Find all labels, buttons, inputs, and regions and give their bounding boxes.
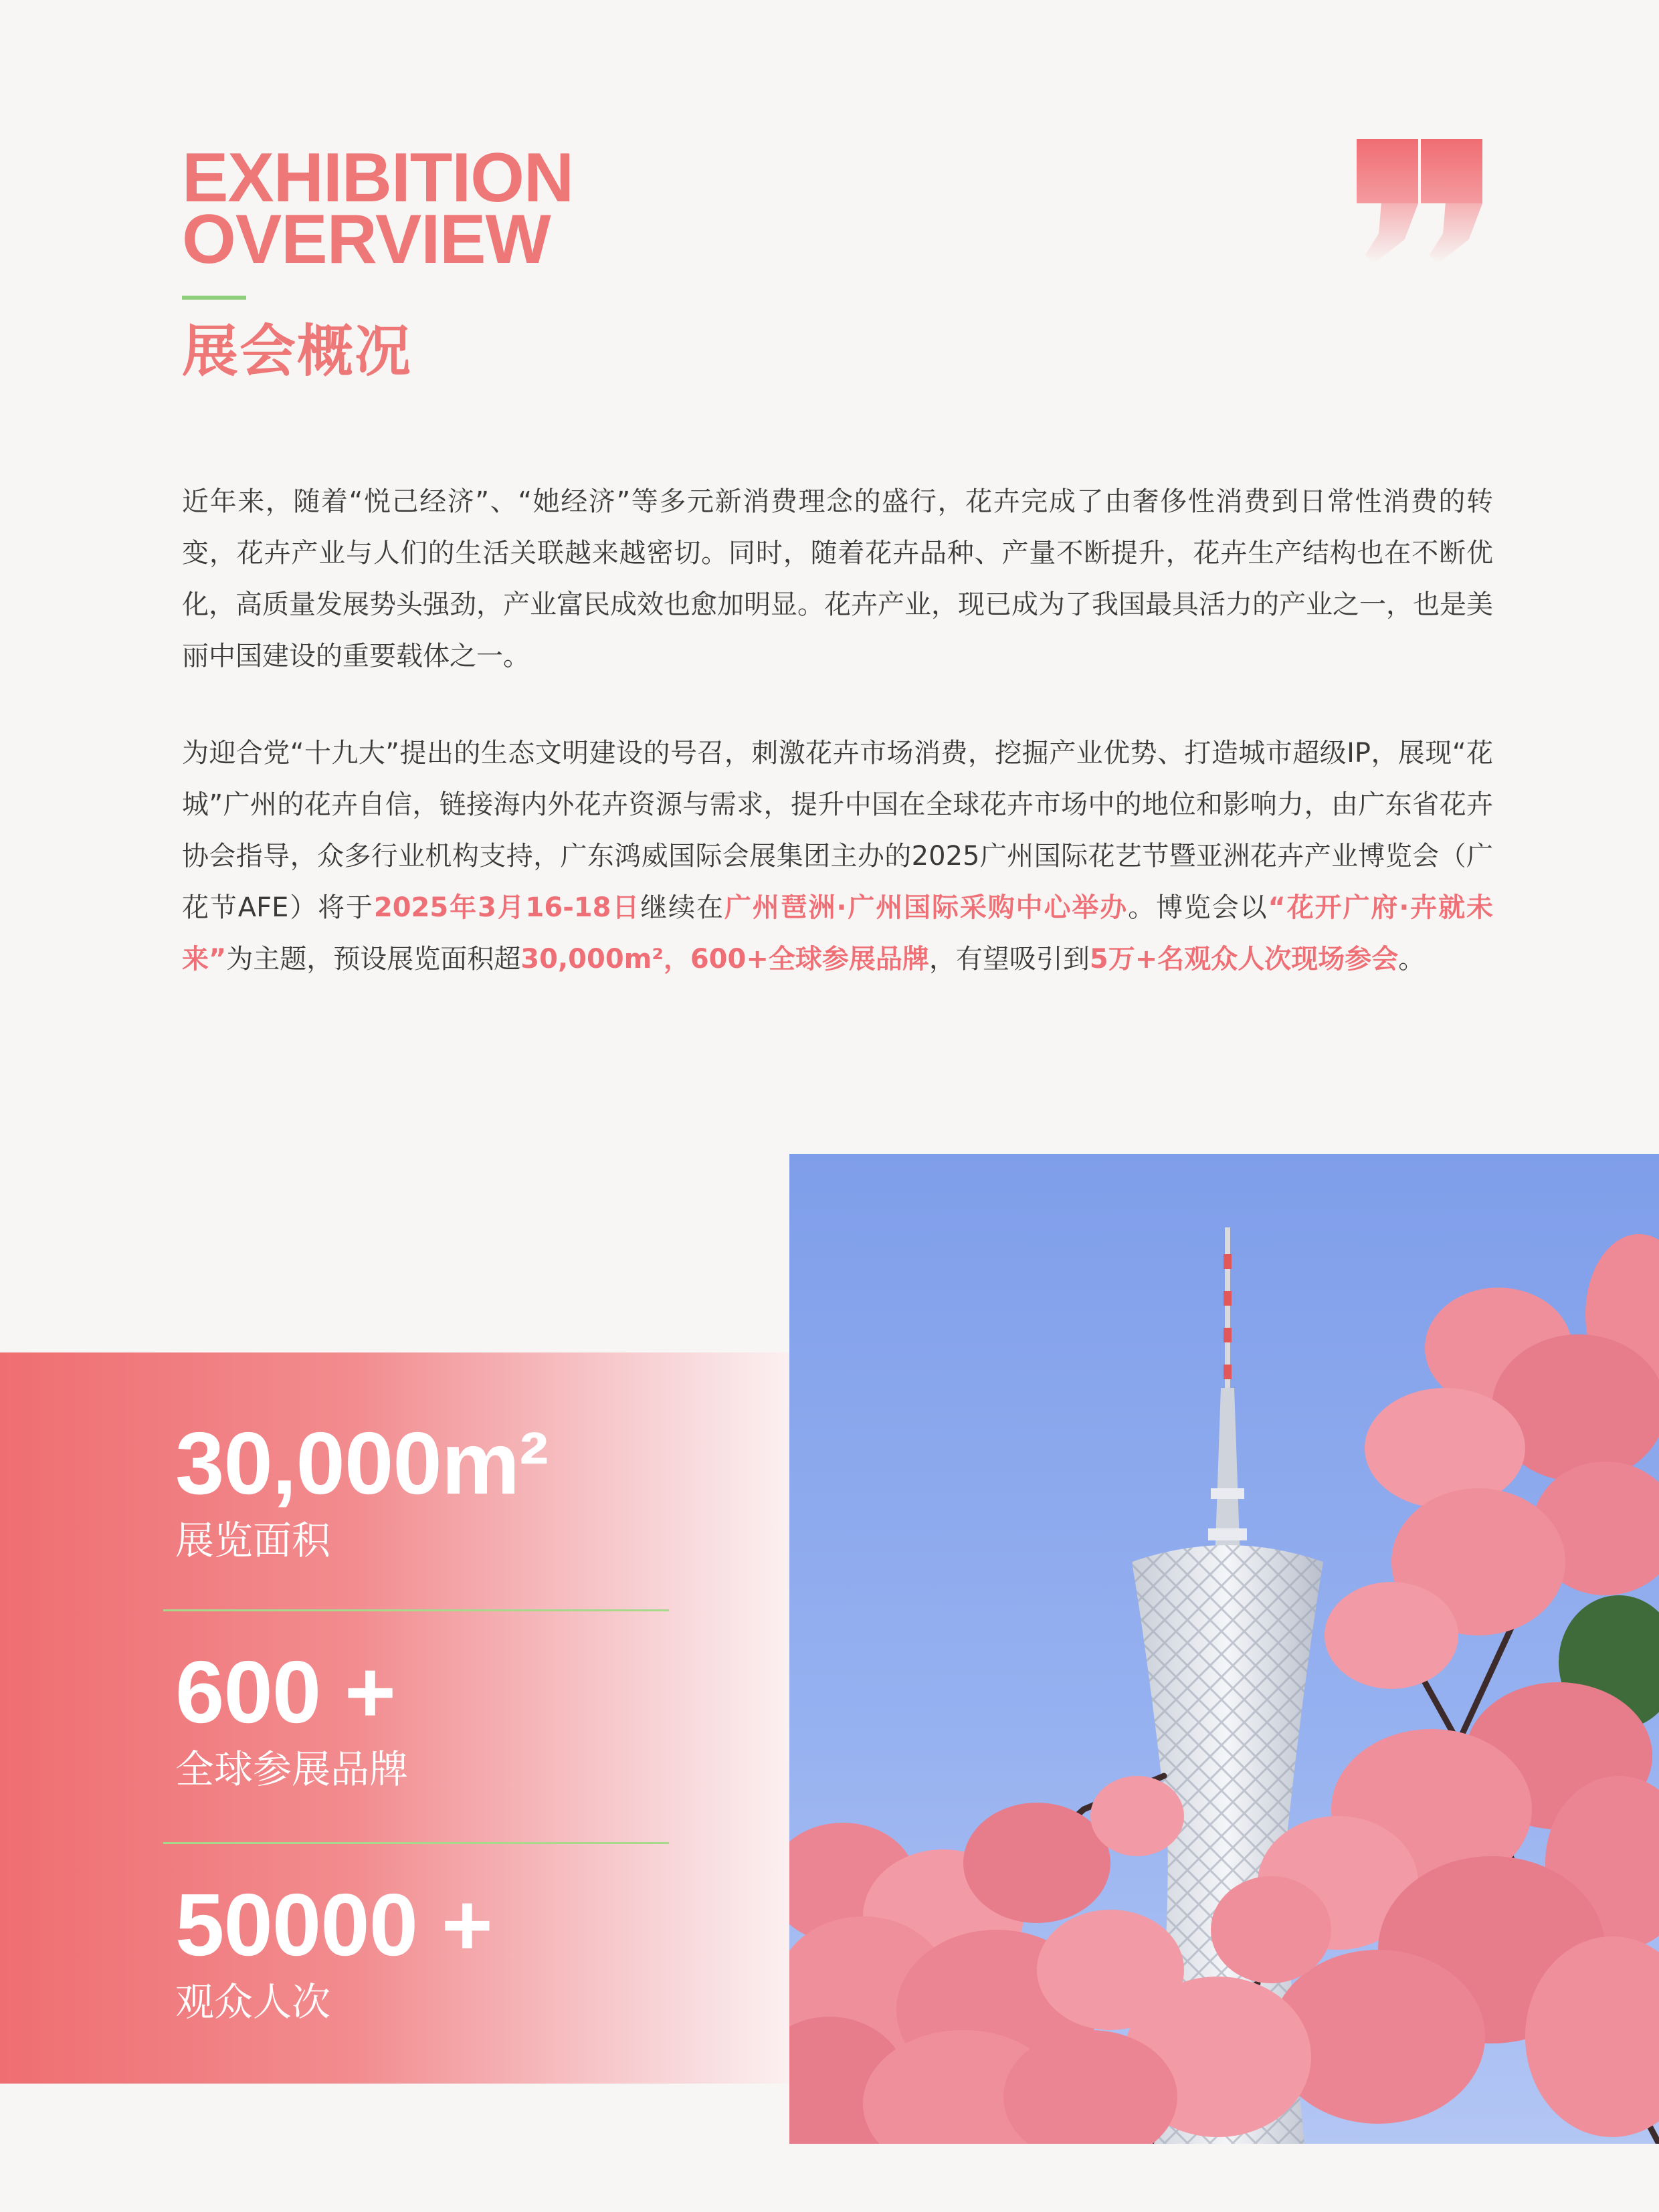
- stat-value: 30,000m²: [175, 1414, 549, 1512]
- quote-mark-left: [1357, 139, 1418, 264]
- intro-paragraph-2: [182, 728, 1493, 985]
- stat-divider: [163, 1609, 669, 1611]
- paragraph2-text-part6: 。: [1398, 944, 1426, 975]
- title-english-line1: EXHIBITION: [182, 139, 574, 217]
- paragraph2-text-part3: 。博览会以: [1128, 892, 1268, 923]
- stat-divider: [163, 1842, 669, 1844]
- highlight-date: 2025年3月16-18日: [373, 892, 641, 923]
- canton-tower-blossom-photo: [789, 1154, 1659, 2144]
- photo-illustration: [789, 1154, 1659, 2144]
- highlight-theme: “花开广府·卉就未来”: [182, 892, 1494, 975]
- stat-value: 600 +: [175, 1643, 395, 1741]
- stat-exhibition-area: [175, 1414, 549, 1567]
- stat-exhibitor-brands: [175, 1645, 408, 1795]
- stat-visitors: [175, 1878, 492, 2028]
- paragraph2-text-part2: 继续在: [640, 892, 724, 923]
- stat-value: 50000 +: [175, 1876, 492, 1974]
- intro-paragraph-1: 近年来，随着“悦己经济”、“她经济”等多元新消费理念的盛行，花卉完成了由奢侈性消费到日常性消费的转变，花卉产业与人们的生活关联越来越密切。同时，随着花卉品种、产量不断提升，花卉生产结构也在不断优化，高质量发展势头强劲，产业富民成效也愈加明显。花卉产业，现已成为了我国最具活力的产业之一，也是美丽中国建设的重要载体之一。: [182, 486, 1493, 672]
- highlight-area-brands: 30,000m²，600+全球参展品牌: [520, 944, 929, 975]
- title-accent-rule: [182, 296, 246, 300]
- title-english: [182, 139, 574, 278]
- stat-label: 全球参展品牌: [175, 1746, 409, 1792]
- title-chinese: 展会概况: [182, 318, 413, 384]
- paragraph2-text-part5: ，有望吸引到: [929, 944, 1090, 975]
- stat-label: 展览面积: [175, 1518, 331, 1563]
- title-english-line2: OVERVIEW: [182, 201, 551, 278]
- paragraph2-text-part1: 为迎合党“十九大”提出的生态文明建设的号召，刺激花卉市场消费，挖掘产业优势、打造城市超级IP，展现“花城”广州的花卉自信，链接海内外花卉资源与需求，提升中国在全球花卉市场中的地位和影响力，由广东省花卉协会指导，众多行业机构支持，广东鸿威国际会展集团主办的2025广州国际花艺节暨亚洲花卉产业博览会（广花节AFE）将于: [182, 738, 1493, 923]
- stat-label: 观众人次: [175, 1979, 331, 2025]
- highlight-visitors: 5万+名观众人次现场参会: [1089, 944, 1399, 975]
- quote-mark-right: [1421, 139, 1482, 264]
- highlight-venue: 广州琶洲·广州国际采购中心举办: [724, 892, 1129, 923]
- paragraph2-text-part4: 为主题，预设展览面积超: [226, 944, 521, 975]
